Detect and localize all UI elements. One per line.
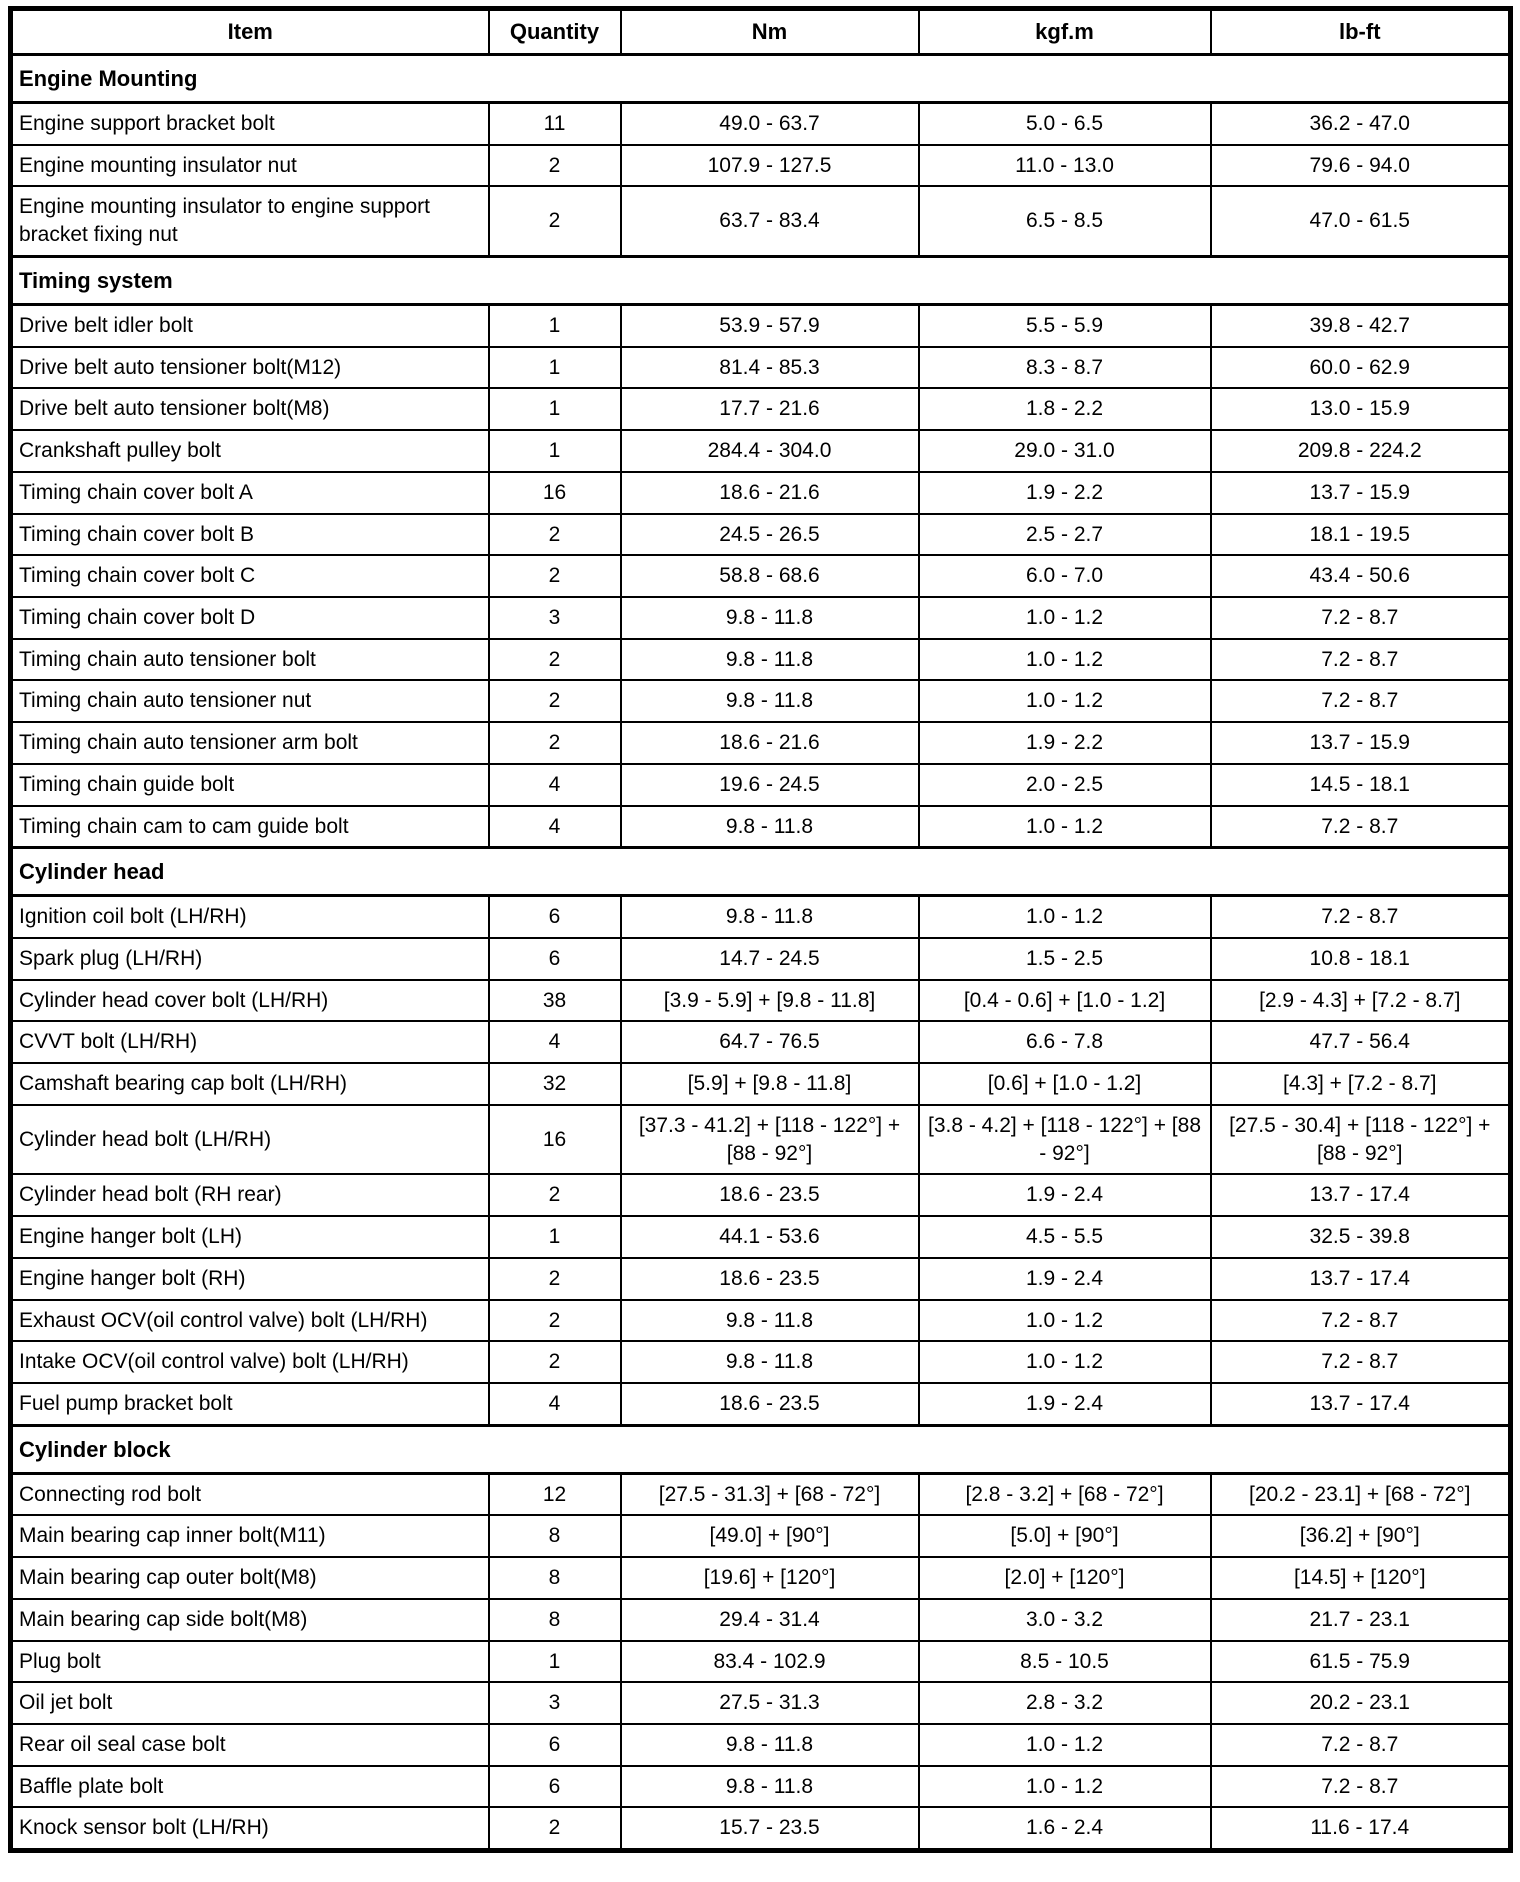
item-cell: Timing chain cover bolt B [11, 514, 489, 556]
nm-cell: 14.7 - 24.5 [621, 938, 919, 980]
torque-spec-table [8, 6, 1513, 1853]
item-cell: Plug bolt [11, 1641, 489, 1683]
quantity-cell: 6 [489, 938, 621, 980]
nm-cell: 19.6 - 24.5 [621, 764, 919, 806]
kgfm-cell: 1.0 - 1.2 [919, 806, 1211, 848]
kgfm-cell: 1.9 - 2.4 [919, 1174, 1211, 1216]
item-cell: CVVT bolt (LH/RH) [11, 1021, 489, 1063]
item-cell: Engine hanger bolt (RH) [11, 1258, 489, 1300]
table-row [11, 597, 1511, 639]
quantity-cell: 6 [489, 1766, 621, 1808]
quantity-cell: 8 [489, 1515, 621, 1557]
quantity-cell: 1 [489, 304, 621, 346]
table-row [11, 1216, 1511, 1258]
quantity-cell: 3 [489, 1682, 621, 1724]
table-row [11, 103, 1511, 145]
kgfm-cell: 2.8 - 3.2 [919, 1682, 1211, 1724]
kgfm-cell: 1.0 - 1.2 [919, 1341, 1211, 1383]
item-cell: Cylinder head bolt (RH rear) [11, 1174, 489, 1216]
quantity-cell: 2 [489, 680, 621, 722]
kgfm-cell: 3.0 - 3.2 [919, 1599, 1211, 1641]
nm-cell: [3.9 - 5.9] + [9.8 - 11.8] [621, 980, 919, 1022]
quantity-cell: 2 [489, 555, 621, 597]
kgfm-cell: [5.0] + [90°] [919, 1515, 1211, 1557]
lbft-cell: 13.7 - 17.4 [1211, 1174, 1511, 1216]
quantity-cell: 2 [489, 1300, 621, 1342]
nm-cell: 9.8 - 11.8 [621, 896, 919, 938]
item-cell: Intake OCV(oil control valve) bolt (LH/RH) [11, 1341, 489, 1383]
quantity-cell: 1 [489, 430, 621, 472]
lbft-cell: [4.3] + [7.2 - 8.7] [1211, 1063, 1511, 1105]
table-row [11, 938, 1511, 980]
nm-cell: 24.5 - 26.5 [621, 514, 919, 556]
item-cell: Engine mounting insulator nut [11, 145, 489, 187]
item-cell: Oil jet bolt [11, 1682, 489, 1724]
quantity-cell: 2 [489, 186, 621, 256]
kgfm-cell: 29.0 - 31.0 [919, 430, 1211, 472]
quantity-cell: 1 [489, 1641, 621, 1683]
lbft-cell: 79.6 - 94.0 [1211, 145, 1511, 187]
column-header-item: Item [11, 9, 489, 55]
item-cell: Engine hanger bolt (LH) [11, 1216, 489, 1258]
nm-cell: 284.4 - 304.0 [621, 430, 919, 472]
table-row [11, 1766, 1511, 1808]
lbft-cell: 47.0 - 61.5 [1211, 186, 1511, 256]
item-cell: Connecting rod bolt [11, 1473, 489, 1515]
quantity-cell: 1 [489, 388, 621, 430]
table-row [11, 1682, 1511, 1724]
nm-cell: 18.6 - 23.5 [621, 1174, 919, 1216]
quantity-cell: 2 [489, 1174, 621, 1216]
lbft-cell: 21.7 - 23.1 [1211, 1599, 1511, 1641]
nm-cell: [37.3 - 41.2] + [118 - 122°] + [88 - 92°] [621, 1105, 919, 1174]
kgfm-cell: 1.0 - 1.2 [919, 597, 1211, 639]
item-cell: Engine support bracket bolt [11, 103, 489, 145]
lbft-cell: 13.7 - 15.9 [1211, 722, 1511, 764]
nm-cell: 18.6 - 21.6 [621, 722, 919, 764]
quantity-cell: 4 [489, 764, 621, 806]
lbft-cell: 13.7 - 17.4 [1211, 1383, 1511, 1425]
item-cell: Crankshaft pulley bolt [11, 430, 489, 472]
kgfm-cell: 1.6 - 2.4 [919, 1807, 1211, 1850]
table-row [11, 764, 1511, 806]
kgfm-cell: 1.9 - 2.4 [919, 1383, 1211, 1425]
nm-cell: [5.9] + [9.8 - 11.8] [621, 1063, 919, 1105]
table-row [11, 388, 1511, 430]
quantity-cell: 32 [489, 1063, 621, 1105]
table-row [11, 1599, 1511, 1641]
section-title: Cylinder block [11, 1425, 1511, 1473]
column-header-quantity: Quantity [489, 9, 621, 55]
item-cell: Main bearing cap outer bolt(M8) [11, 1557, 489, 1599]
item-cell: Exhaust OCV(oil control valve) bolt (LH/RH) [11, 1300, 489, 1342]
lbft-cell: 7.2 - 8.7 [1211, 1300, 1511, 1342]
item-cell: Drive belt auto tensioner bolt(M12) [11, 347, 489, 389]
nm-cell: 49.0 - 63.7 [621, 103, 919, 145]
nm-cell: 9.8 - 11.8 [621, 1300, 919, 1342]
lbft-cell: [2.9 - 4.3] + [7.2 - 8.7] [1211, 980, 1511, 1022]
nm-cell: 81.4 - 85.3 [621, 347, 919, 389]
item-cell: Cylinder head cover bolt (LH/RH) [11, 980, 489, 1022]
item-cell: Camshaft bearing cap bolt (LH/RH) [11, 1063, 489, 1105]
nm-cell: 18.6 - 23.5 [621, 1258, 919, 1300]
item-cell: Knock sensor bolt (LH/RH) [11, 1807, 489, 1850]
nm-cell: 18.6 - 21.6 [621, 472, 919, 514]
kgfm-cell: 1.9 - 2.2 [919, 472, 1211, 514]
table-row [11, 639, 1511, 681]
item-cell: Timing chain cover bolt C [11, 555, 489, 597]
table-row [11, 472, 1511, 514]
kgfm-cell: 1.0 - 1.2 [919, 1766, 1211, 1808]
nm-cell: 17.7 - 21.6 [621, 388, 919, 430]
lbft-cell: 18.1 - 19.5 [1211, 514, 1511, 556]
lbft-cell: [27.5 - 30.4] + [118 - 122°] + [88 - 92°] [1211, 1105, 1511, 1174]
quantity-cell: 8 [489, 1599, 621, 1641]
kgfm-cell: 8.5 - 10.5 [919, 1641, 1211, 1683]
lbft-cell: 7.2 - 8.7 [1211, 1766, 1511, 1808]
kgfm-cell: 6.0 - 7.0 [919, 555, 1211, 597]
table-row [11, 145, 1511, 187]
quantity-cell: 4 [489, 1021, 621, 1063]
quantity-cell: 4 [489, 806, 621, 848]
quantity-cell: 16 [489, 1105, 621, 1174]
nm-cell: 9.8 - 11.8 [621, 680, 919, 722]
section-header-row [11, 848, 1511, 896]
lbft-cell: 7.2 - 8.7 [1211, 1341, 1511, 1383]
table-row [11, 680, 1511, 722]
lbft-cell: 7.2 - 8.7 [1211, 639, 1511, 681]
table-row [11, 1063, 1511, 1105]
quantity-cell: 6 [489, 1724, 621, 1766]
lbft-cell: 13.7 - 17.4 [1211, 1258, 1511, 1300]
table-row [11, 304, 1511, 346]
kgfm-cell: 1.0 - 1.2 [919, 1724, 1211, 1766]
quantity-cell: 11 [489, 103, 621, 145]
table-row [11, 1383, 1511, 1425]
column-header-nm: Nm [621, 9, 919, 55]
kgfm-cell: [0.4 - 0.6] + [1.0 - 1.2] [919, 980, 1211, 1022]
quantity-cell: 1 [489, 1216, 621, 1258]
nm-cell: 9.8 - 11.8 [621, 639, 919, 681]
lbft-cell: 32.5 - 39.8 [1211, 1216, 1511, 1258]
item-cell: Drive belt auto tensioner bolt(M8) [11, 388, 489, 430]
section-title: Cylinder head [11, 848, 1511, 896]
quantity-cell: 2 [489, 514, 621, 556]
kgfm-cell: 1.9 - 2.4 [919, 1258, 1211, 1300]
item-cell: Fuel pump bracket bolt [11, 1383, 489, 1425]
nm-cell: 27.5 - 31.3 [621, 1682, 919, 1724]
column-header-lbft: lb-ft [1211, 9, 1511, 55]
nm-cell: 83.4 - 102.9 [621, 1641, 919, 1683]
nm-cell: 9.8 - 11.8 [621, 1766, 919, 1808]
kgfm-cell: [2.0] + [120°] [919, 1557, 1211, 1599]
nm-cell: 15.7 - 23.5 [621, 1807, 919, 1850]
table-row [11, 1021, 1511, 1063]
section-header-row [11, 1425, 1511, 1473]
quantity-cell: 2 [489, 1341, 621, 1383]
kgfm-cell: 1.0 - 1.2 [919, 896, 1211, 938]
kgfm-cell: 6.6 - 7.8 [919, 1021, 1211, 1063]
kgfm-cell: 1.8 - 2.2 [919, 388, 1211, 430]
item-cell: Timing chain cover bolt D [11, 597, 489, 639]
table-row [11, 722, 1511, 764]
section-title: Engine Mounting [11, 55, 1511, 103]
item-cell: Cylinder head bolt (LH/RH) [11, 1105, 489, 1174]
kgfm-cell: 2.0 - 2.5 [919, 764, 1211, 806]
item-cell: Timing chain guide bolt [11, 764, 489, 806]
table-row [11, 980, 1511, 1022]
item-cell: Main bearing cap side bolt(M8) [11, 1599, 489, 1641]
kgfm-cell: 1.5 - 2.5 [919, 938, 1211, 980]
lbft-cell: 36.2 - 47.0 [1211, 103, 1511, 145]
lbft-cell: [14.5] + [120°] [1211, 1557, 1511, 1599]
quantity-cell: 1 [489, 347, 621, 389]
lbft-cell: 43.4 - 50.6 [1211, 555, 1511, 597]
table-header-row [11, 9, 1511, 55]
lbft-cell: 7.2 - 8.7 [1211, 680, 1511, 722]
table-row [11, 555, 1511, 597]
nm-cell: 58.8 - 68.6 [621, 555, 919, 597]
lbft-cell: 13.7 - 15.9 [1211, 472, 1511, 514]
lbft-cell: 11.6 - 17.4 [1211, 1807, 1511, 1850]
table-row [11, 1515, 1511, 1557]
kgfm-cell: 8.3 - 8.7 [919, 347, 1211, 389]
item-cell: Timing chain auto tensioner arm bolt [11, 722, 489, 764]
kgfm-cell: 5.0 - 6.5 [919, 103, 1211, 145]
table-row [11, 1641, 1511, 1683]
item-cell: Main bearing cap inner bolt(M11) [11, 1515, 489, 1557]
nm-cell: [19.6] + [120°] [621, 1557, 919, 1599]
nm-cell: 9.8 - 11.8 [621, 1341, 919, 1383]
table-row [11, 1557, 1511, 1599]
kgfm-cell: [0.6] + [1.0 - 1.2] [919, 1063, 1211, 1105]
table-row [11, 1258, 1511, 1300]
lbft-cell: 7.2 - 8.7 [1211, 896, 1511, 938]
lbft-cell: 7.2 - 8.7 [1211, 1724, 1511, 1766]
nm-cell: [49.0] + [90°] [621, 1515, 919, 1557]
table-row [11, 1174, 1511, 1216]
lbft-cell: 7.2 - 8.7 [1211, 597, 1511, 639]
item-cell: Baffle plate bolt [11, 1766, 489, 1808]
lbft-cell: 14.5 - 18.1 [1211, 764, 1511, 806]
lbft-cell: 47.7 - 56.4 [1211, 1021, 1511, 1063]
table-row [11, 1300, 1511, 1342]
nm-cell: 63.7 - 83.4 [621, 186, 919, 256]
lbft-cell: 61.5 - 75.9 [1211, 1641, 1511, 1683]
nm-cell: 64.7 - 76.5 [621, 1021, 919, 1063]
quantity-cell: 2 [489, 639, 621, 681]
lbft-cell: [36.2] + [90°] [1211, 1515, 1511, 1557]
quantity-cell: 2 [489, 1807, 621, 1850]
table-row [11, 186, 1511, 256]
lbft-cell: 7.2 - 8.7 [1211, 806, 1511, 848]
item-cell: Ignition coil bolt (LH/RH) [11, 896, 489, 938]
nm-cell: 29.4 - 31.4 [621, 1599, 919, 1641]
kgfm-cell: 2.5 - 2.7 [919, 514, 1211, 556]
section-header-row [11, 55, 1511, 103]
nm-cell: [27.5 - 31.3] + [68 - 72°] [621, 1473, 919, 1515]
quantity-cell: 2 [489, 722, 621, 764]
nm-cell: 9.8 - 11.8 [621, 806, 919, 848]
nm-cell: 53.9 - 57.9 [621, 304, 919, 346]
item-cell: Timing chain auto tensioner bolt [11, 639, 489, 681]
nm-cell: 9.8 - 11.8 [621, 597, 919, 639]
item-cell: Drive belt idler bolt [11, 304, 489, 346]
lbft-cell: [20.2 - 23.1] + [68 - 72°] [1211, 1473, 1511, 1515]
quantity-cell: 2 [489, 145, 621, 187]
table-row [11, 1807, 1511, 1850]
table-row [11, 896, 1511, 938]
lbft-cell: 10.8 - 18.1 [1211, 938, 1511, 980]
quantity-cell: 38 [489, 980, 621, 1022]
item-cell: Timing chain cam to cam guide bolt [11, 806, 489, 848]
kgfm-cell: 6.5 - 8.5 [919, 186, 1211, 256]
section-title: Timing system [11, 256, 1511, 304]
item-cell: Timing chain cover bolt A [11, 472, 489, 514]
kgfm-cell: 1.9 - 2.2 [919, 722, 1211, 764]
lbft-cell: 60.0 - 62.9 [1211, 347, 1511, 389]
table-row [11, 1341, 1511, 1383]
table-row [11, 430, 1511, 472]
item-cell: Timing chain auto tensioner nut [11, 680, 489, 722]
kgfm-cell: 5.5 - 5.9 [919, 304, 1211, 346]
kgfm-cell: 1.0 - 1.2 [919, 639, 1211, 681]
lbft-cell: 20.2 - 23.1 [1211, 1682, 1511, 1724]
lbft-cell: 39.8 - 42.7 [1211, 304, 1511, 346]
kgfm-cell: 1.0 - 1.2 [919, 680, 1211, 722]
column-header-kgfm: kgf.m [919, 9, 1211, 55]
kgfm-cell: [3.8 - 4.2] + [118 - 122°] + [88 - 92°] [919, 1105, 1211, 1174]
quantity-cell: 12 [489, 1473, 621, 1515]
quantity-cell: 2 [489, 1258, 621, 1300]
lbft-cell: 209.8 - 224.2 [1211, 430, 1511, 472]
item-cell: Engine mounting insulator to engine support bracket fixing nut [11, 186, 489, 256]
nm-cell: 9.8 - 11.8 [621, 1724, 919, 1766]
nm-cell: 18.6 - 23.5 [621, 1383, 919, 1425]
table-row [11, 806, 1511, 848]
kgfm-cell: 1.0 - 1.2 [919, 1300, 1211, 1342]
quantity-cell: 8 [489, 1557, 621, 1599]
lbft-cell: 13.0 - 15.9 [1211, 388, 1511, 430]
table-row [11, 347, 1511, 389]
table-row [11, 1105, 1511, 1174]
nm-cell: 107.9 - 127.5 [621, 145, 919, 187]
nm-cell: 44.1 - 53.6 [621, 1216, 919, 1258]
table-row [11, 1724, 1511, 1766]
table-row [11, 514, 1511, 556]
quantity-cell: 3 [489, 597, 621, 639]
item-cell: Rear oil seal case bolt [11, 1724, 489, 1766]
item-cell: Spark plug (LH/RH) [11, 938, 489, 980]
kgfm-cell: 11.0 - 13.0 [919, 145, 1211, 187]
quantity-cell: 16 [489, 472, 621, 514]
table-row [11, 1473, 1511, 1515]
quantity-cell: 4 [489, 1383, 621, 1425]
quantity-cell: 6 [489, 896, 621, 938]
section-header-row [11, 256, 1511, 304]
kgfm-cell: 4.5 - 5.5 [919, 1216, 1211, 1258]
kgfm-cell: [2.8 - 3.2] + [68 - 72°] [919, 1473, 1211, 1515]
